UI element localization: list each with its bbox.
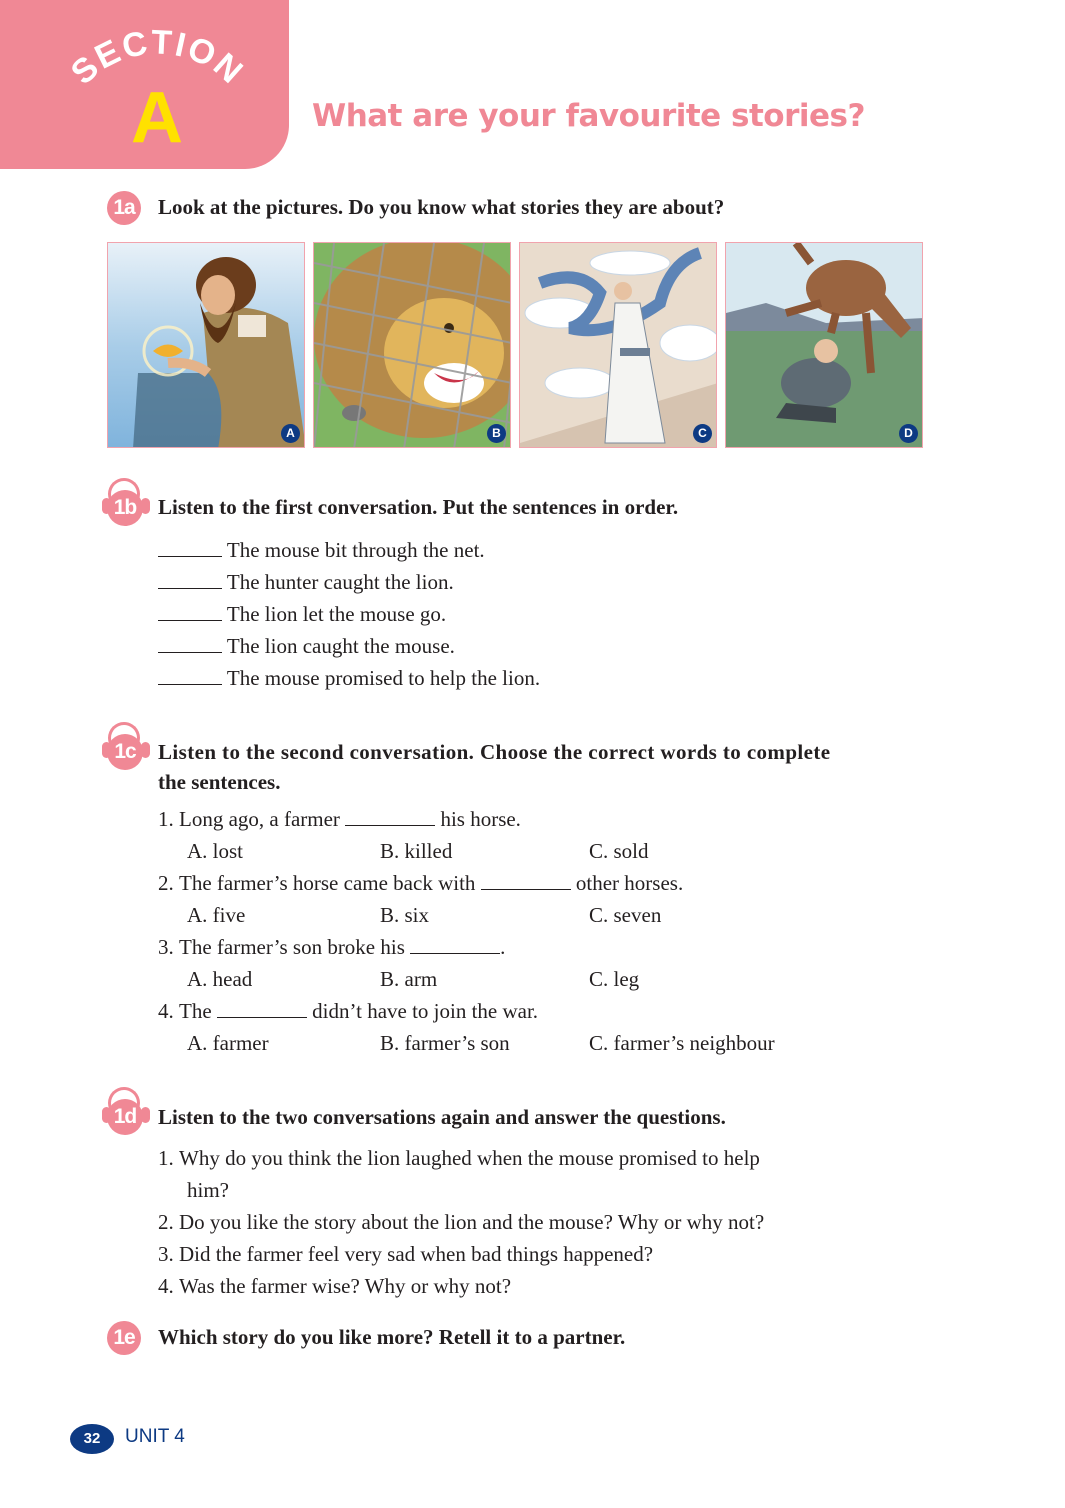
- picture-b: [313, 242, 511, 448]
- order-item: The lion caught the mouse.: [158, 631, 455, 661]
- horse-farmer-illustration: [726, 243, 923, 448]
- order-blank[interactable]: [158, 538, 222, 557]
- mc-option[interactable]: A. lost: [187, 839, 244, 863]
- mc-option[interactable]: A. head: [187, 967, 253, 991]
- mc-question: 3. The farmer’s son broke his .: [158, 935, 506, 959]
- picture-label-b: B: [487, 424, 506, 443]
- picture-a: [107, 242, 305, 448]
- order-blank[interactable]: [158, 602, 222, 621]
- mc-option[interactable]: B. farmer’s son: [380, 1031, 510, 1055]
- order-item: The mouse promised to help the lion.: [158, 663, 540, 693]
- fisherman-illustration: [108, 243, 305, 448]
- mc-option[interactable]: A. five: [187, 903, 246, 927]
- discussion-question: 4. Was the farmer wise? Why or why not?: [158, 1274, 512, 1298]
- discussion-question: 3. Did the farmer feel very sad when bad things happened?: [158, 1242, 654, 1266]
- instruction-1c-line2: the sentences.: [158, 770, 281, 794]
- activity-badge-1c: 1c: [107, 734, 143, 770]
- order-item: The lion let the mouse go.: [158, 599, 446, 629]
- page-title: What are your favourite stories?: [312, 98, 865, 134]
- audio-badge-1d: [100, 1087, 150, 1137]
- mc-option[interactable]: C. leg: [589, 967, 640, 991]
- discussion-question-continued: him?: [187, 1178, 229, 1202]
- order-blank[interactable]: [158, 570, 222, 589]
- activity-badge-1e: 1e: [107, 1321, 141, 1355]
- lion-mouse-illustration: [314, 243, 511, 448]
- discussion-question: 2. Do you like the story about the lion and the mouse? Why or why not?: [158, 1210, 765, 1234]
- picture-label-c: C: [693, 424, 712, 443]
- instruction-1c-line1: Listen to the second conversation. Choose the correct words to complete: [158, 740, 831, 764]
- instruction-1e: Which story do you like more? Retell it to a partner.: [158, 1325, 626, 1349]
- answer-blank[interactable]: [481, 871, 571, 890]
- mc-question: 2. The farmer’s horse came back with other horses.: [158, 871, 684, 895]
- mc-option[interactable]: B. arm: [380, 967, 438, 991]
- mc-question: 4. The didn’t have to join the war.: [158, 999, 539, 1023]
- discussion-question: 1. Why do you think the lion laughed when the mouse promised to help: [158, 1146, 760, 1170]
- mc-option[interactable]: B. six: [380, 903, 430, 927]
- order-item: The mouse bit through the net.: [158, 535, 485, 565]
- order-blank[interactable]: [158, 634, 222, 653]
- mc-option[interactable]: A. farmer: [187, 1031, 269, 1055]
- mc-option[interactable]: C. sold: [589, 839, 649, 863]
- section-tab: [0, 0, 289, 169]
- section-letter: A: [131, 78, 183, 158]
- picture-c: [519, 242, 717, 448]
- mc-question: 1. Long ago, a farmer his horse.: [158, 807, 521, 831]
- activity-badge-1b: 1b: [107, 490, 143, 526]
- mc-option[interactable]: C. farmer’s neighbour: [589, 1031, 775, 1055]
- activity-badge-1d: 1d: [107, 1099, 143, 1135]
- activity-badge-1a: 1a: [107, 191, 141, 225]
- unit-label: UNIT 4: [125, 1426, 185, 1447]
- mc-option[interactable]: C. seven: [589, 903, 662, 927]
- picture-d: [725, 242, 923, 448]
- section-word: SECTION: [63, 23, 252, 93]
- page-number: 32: [70, 1424, 114, 1454]
- instruction-1d: Listen to the two conversations again and answer the questions.: [158, 1105, 726, 1129]
- answer-blank[interactable]: [345, 807, 435, 826]
- answer-blank[interactable]: [410, 935, 500, 954]
- painter-dragon-illustration: [520, 243, 717, 448]
- picture-label-d: D: [899, 424, 918, 443]
- picture-label-a: A: [281, 424, 300, 443]
- order-item: The hunter caught the lion.: [158, 567, 454, 597]
- instruction-1a: Look at the pictures. Do you know what stories they are about?: [158, 195, 725, 219]
- mc-option[interactable]: B. killed: [380, 839, 453, 863]
- audio-badge-1b: [100, 478, 150, 528]
- audio-badge-1c: [100, 722, 150, 772]
- answer-blank[interactable]: [217, 999, 307, 1018]
- instruction-1b: Listen to the first conversation. Put the sentences in order.: [158, 495, 679, 519]
- order-blank[interactable]: [158, 666, 222, 685]
